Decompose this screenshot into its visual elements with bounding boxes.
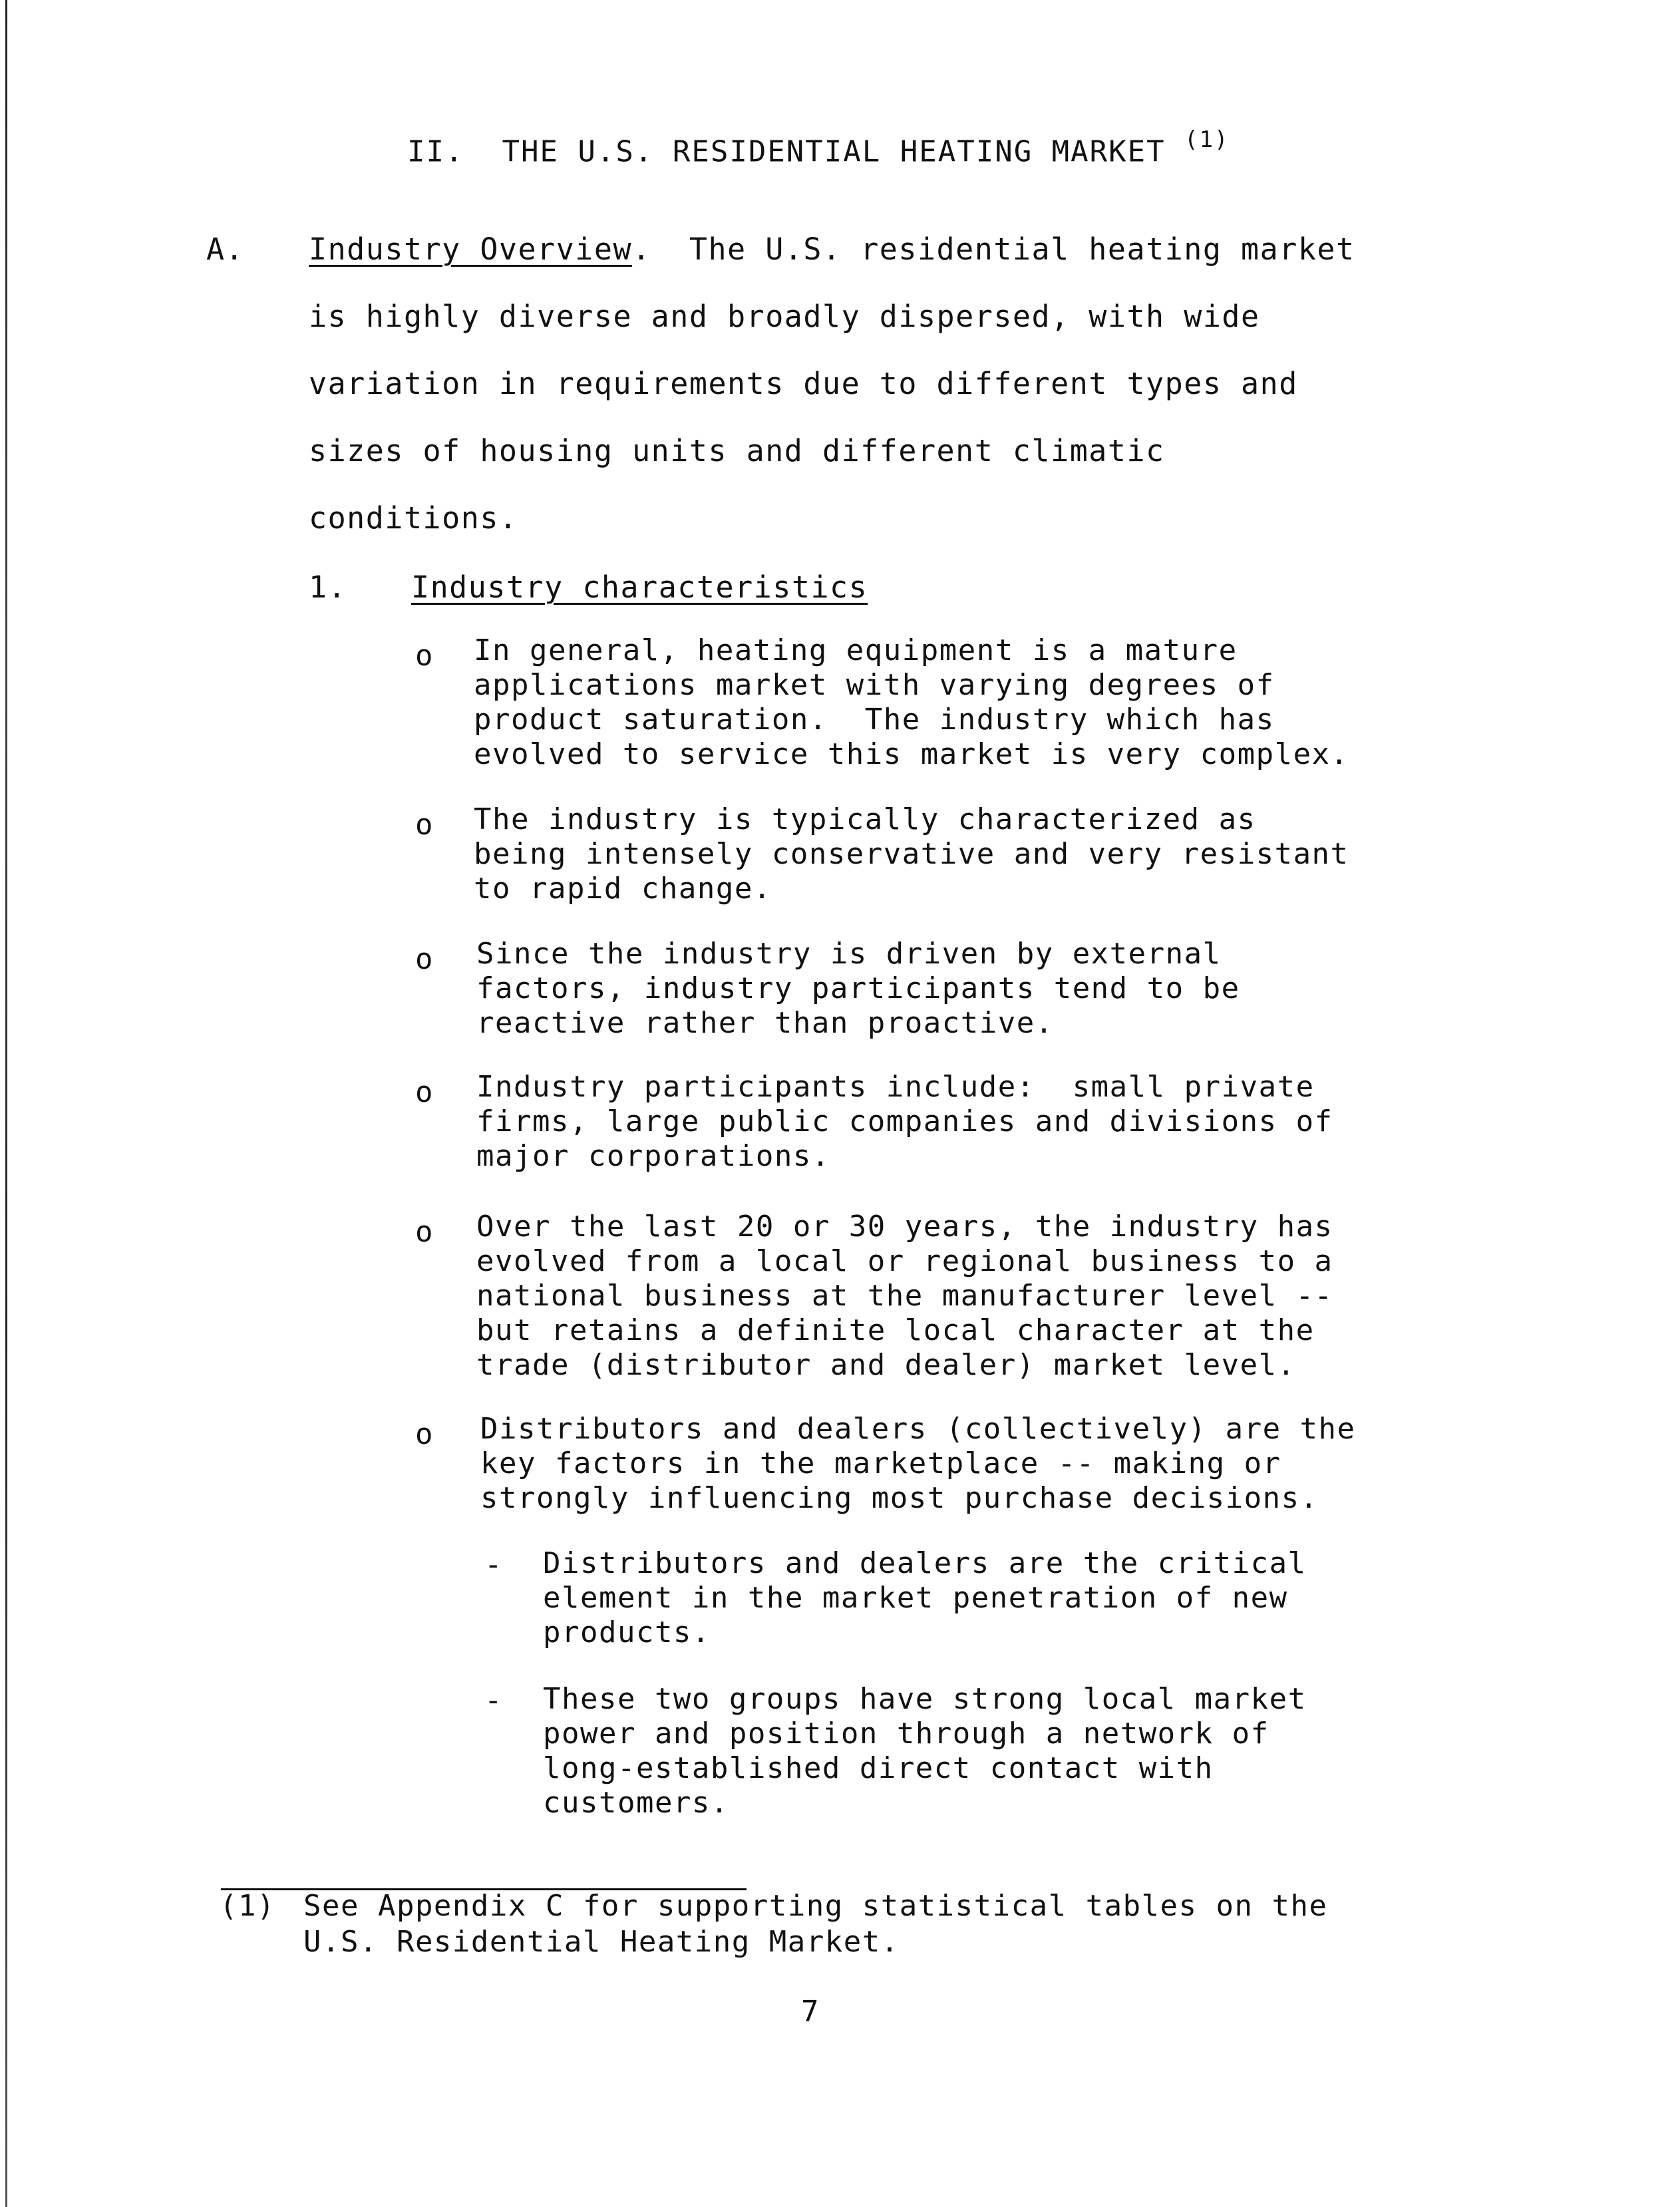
bullet-4-marker: o <box>415 1075 433 1109</box>
bullet-5-marker: o <box>415 1215 433 1249</box>
subsection-1-label: 1. <box>309 570 347 605</box>
heading-footnote-ref: (1) <box>1184 126 1230 153</box>
binding-edge <box>5 0 7 2207</box>
section-a-line-5: conditions. <box>309 500 518 536</box>
bullet-6-text: Distributors and dealers (collectively) are the key factors in the marketplace -- making or strongly influencing most purchase decisions. <box>480 1412 1356 1515</box>
bullet-1-marker: o <box>415 639 433 673</box>
sub-bullet-2-marker: - <box>484 1683 502 1717</box>
page-number: 7 <box>801 1995 819 2029</box>
section-a-first-line: Industry Overview. The U.S. residential heating market <box>309 232 1355 267</box>
section-a-line-4: sizes of housing units and different climatic <box>309 433 1165 468</box>
sub-bullet-2-text: These two groups have strong local market power and position through a network of long-established direct contact with customers. <box>543 1682 1307 1820</box>
section-a-line-3: variation in requirements due to different types and <box>309 366 1298 401</box>
bullet-3-marker: o <box>415 942 433 976</box>
section-a-title: Industry Overview <box>309 232 633 267</box>
section-a-line-2: is highly diverse and broadly dispersed, with wide <box>309 299 1260 334</box>
subsection-1-title: Industry characteristics <box>411 570 868 605</box>
page-heading <box>407 126 1230 169</box>
sub-bullet-1-marker: - <box>484 1548 502 1582</box>
section-a-line-1: The U.S. residential heating market <box>689 232 1355 267</box>
heading-text: II. THE U.S. RESIDENTIAL HEATING MARKET <box>407 134 1185 169</box>
footnote-text: See Appendix C for supporting statistical tables on the U.S. Residential Heating Market. <box>303 1889 1328 1959</box>
bullet-4-text: Industry participants include: small private firms, large public companies and divisions of major corporations. <box>476 1070 1333 1173</box>
section-a-label: A. <box>206 232 245 267</box>
bullet-2-text: The industry is typically characterized as being intensely conservative and very resistant to rapid change. <box>474 802 1349 906</box>
bullet-1-text: In general, heating equipment is a mature applications market with varying degrees of product saturation. The industry which has evolved to service this market is very complex. <box>474 633 1349 771</box>
sub-bullet-1-text: Distributors and dealers are the critical element in the market penetration of new products. <box>543 1546 1307 1649</box>
bullet-3-text: Since the industry is driven by external factors, industry participants tend to be reactive rather than proactive. <box>476 937 1240 1040</box>
bullet-2-marker: o <box>415 808 433 842</box>
bullet-6-marker: o <box>415 1417 433 1451</box>
bullet-5-text: Over the last 20 or 30 years, the industry has evolved from a local or regional business to a national business at the manufacturer level -- but retains a definite local character at the trade (distributor and dealer) market level. <box>476 1210 1333 1382</box>
footnote-marker: (1) <box>220 1889 275 1923</box>
